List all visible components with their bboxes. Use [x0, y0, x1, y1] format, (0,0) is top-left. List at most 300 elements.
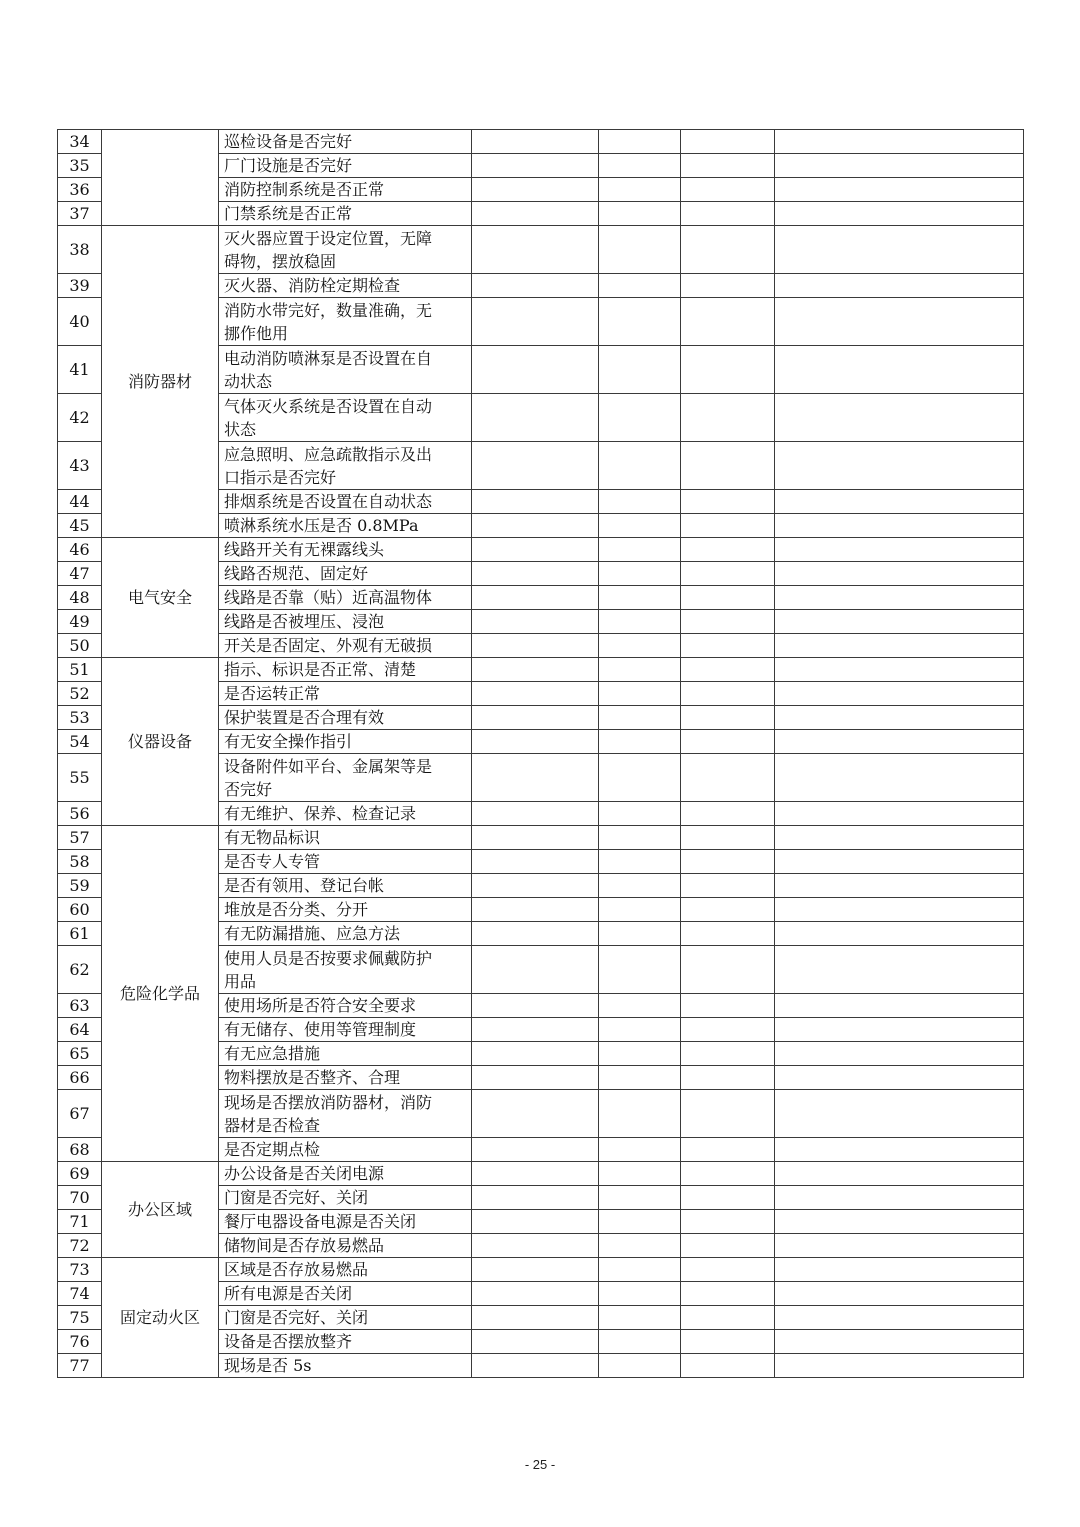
remarks-cell[interactable]	[775, 562, 1024, 586]
inspector-cell[interactable]	[681, 946, 775, 994]
inspection-checklist-table	[57, 129, 1024, 1378]
status-cell[interactable]	[599, 610, 681, 634]
category-cell: 固定动火区	[102, 1258, 219, 1378]
remarks-cell[interactable]	[775, 226, 1024, 274]
category-cell: 电气安全	[102, 538, 219, 658]
check-item-text: 现场是否摆放消防器材，消防	[224, 1092, 433, 1112]
check-item-text: 是否专人专管	[224, 852, 321, 871]
check-item-text: 使用人员是否按要求佩戴防护	[224, 948, 433, 968]
result-cell[interactable]	[472, 202, 599, 226]
status-cell[interactable]	[599, 130, 681, 154]
status-cell[interactable]	[599, 730, 681, 754]
result-cell[interactable]	[472, 706, 599, 730]
remarks-cell[interactable]	[775, 442, 1024, 490]
row-number: 69	[58, 1162, 102, 1186]
remarks-cell[interactable]	[775, 178, 1024, 202]
status-cell[interactable]	[599, 1042, 681, 1066]
result-cell[interactable]	[472, 226, 599, 274]
row-number: 63	[58, 994, 102, 1018]
inspector-cell[interactable]	[681, 994, 775, 1018]
check-item-text: 动状态	[224, 371, 273, 391]
status-cell[interactable]	[599, 202, 681, 226]
row-number: 36	[58, 178, 102, 202]
check-item-text: 线路是否被埋压、浸泡	[224, 612, 385, 631]
remarks-cell[interactable]	[775, 922, 1024, 946]
result-cell[interactable]	[472, 874, 599, 898]
check-item-text: 有无储存、使用等管理制度	[224, 1020, 417, 1039]
result-cell[interactable]	[472, 130, 599, 154]
table-row	[58, 826, 1024, 850]
table-row	[58, 658, 1024, 682]
check-item-text: 指示、标识是否正常、清楚	[224, 660, 417, 679]
remarks-cell[interactable]	[775, 946, 1024, 994]
inspector-cell[interactable]	[681, 202, 775, 226]
inspector-cell[interactable]	[681, 538, 775, 562]
result-cell[interactable]	[472, 1090, 599, 1138]
remarks-cell[interactable]	[775, 1138, 1024, 1162]
result-cell[interactable]	[472, 946, 599, 994]
inspector-cell[interactable]	[681, 1066, 775, 1090]
inspector-cell[interactable]	[681, 490, 775, 514]
remarks-cell[interactable]	[775, 898, 1024, 922]
row-number: 57	[58, 826, 102, 850]
inspector-cell[interactable]	[681, 754, 775, 802]
result-cell[interactable]	[472, 562, 599, 586]
category-cell: 消防器材	[102, 226, 219, 538]
remarks-cell[interactable]	[775, 1210, 1024, 1234]
check-item-text: 使用场所是否符合安全要求	[224, 996, 417, 1015]
inspector-cell[interactable]	[681, 706, 775, 730]
check-item-cell	[219, 154, 472, 178]
check-item-cell	[219, 610, 472, 634]
check-item-cell	[219, 754, 472, 802]
result-cell[interactable]	[472, 346, 599, 394]
remarks-cell[interactable]	[775, 1234, 1024, 1258]
remarks-cell[interactable]	[775, 1306, 1024, 1330]
inspector-cell[interactable]	[681, 274, 775, 298]
remarks-cell[interactable]	[775, 1186, 1024, 1210]
row-number: 43	[58, 442, 102, 490]
status-cell[interactable]	[599, 706, 681, 730]
inspector-cell[interactable]	[681, 130, 775, 154]
remarks-cell[interactable]	[775, 514, 1024, 538]
result-cell[interactable]	[472, 274, 599, 298]
result-cell[interactable]	[472, 1186, 599, 1210]
check-item-cell	[219, 682, 472, 706]
row-number: 58	[58, 850, 102, 874]
inspector-cell[interactable]	[681, 346, 775, 394]
remarks-cell[interactable]	[775, 586, 1024, 610]
remarks-cell[interactable]	[775, 202, 1024, 226]
check-item-cell	[219, 658, 472, 682]
status-cell[interactable]	[599, 994, 681, 1018]
remarks-cell[interactable]	[775, 1258, 1024, 1282]
check-item-cell	[219, 1210, 472, 1234]
check-item-cell	[219, 706, 472, 730]
check-item-text: 门窗是否完好、关闭	[224, 1188, 369, 1207]
status-cell[interactable]	[599, 1354, 681, 1378]
status-cell[interactable]	[599, 1162, 681, 1186]
remarks-cell[interactable]	[775, 1282, 1024, 1306]
check-item-cell	[219, 178, 472, 202]
status-cell[interactable]	[599, 394, 681, 442]
status-cell[interactable]	[599, 1234, 681, 1258]
status-cell[interactable]	[599, 1282, 681, 1306]
row-number: 77	[58, 1354, 102, 1378]
result-cell[interactable]	[472, 994, 599, 1018]
status-cell[interactable]	[599, 1330, 681, 1354]
result-cell[interactable]	[472, 538, 599, 562]
check-item-text: 线路开关有无裸露线头	[224, 540, 385, 559]
check-item-cell	[219, 514, 472, 538]
row-number: 71	[58, 1210, 102, 1234]
check-item-cell	[219, 946, 472, 994]
inspector-cell[interactable]	[681, 634, 775, 658]
row-number: 35	[58, 154, 102, 178]
inspector-cell[interactable]	[681, 1042, 775, 1066]
inspector-cell[interactable]	[681, 442, 775, 490]
result-cell[interactable]	[472, 754, 599, 802]
inspector-cell[interactable]	[681, 850, 775, 874]
status-cell[interactable]	[599, 346, 681, 394]
check-item-text: 线路是否靠（贴）近高温物体	[224, 588, 433, 607]
result-cell[interactable]	[472, 1330, 599, 1354]
check-item-cell	[219, 874, 472, 898]
check-item-text: 用品	[224, 971, 257, 991]
inspector-cell[interactable]	[681, 562, 775, 586]
status-cell[interactable]	[599, 658, 681, 682]
check-item-text: 应急照明、应急疏散指示及出	[224, 444, 433, 464]
inspector-cell[interactable]	[681, 898, 775, 922]
status-cell[interactable]	[599, 586, 681, 610]
check-item-text: 所有电源是否关闭	[224, 1284, 353, 1303]
status-cell[interactable]	[599, 1186, 681, 1210]
status-cell[interactable]	[599, 874, 681, 898]
inspector-cell[interactable]	[681, 922, 775, 946]
inspector-cell[interactable]	[681, 826, 775, 850]
check-item-cell	[219, 346, 472, 394]
check-item-cell	[219, 1282, 472, 1306]
result-cell[interactable]	[472, 634, 599, 658]
row-number: 34	[58, 130, 102, 154]
inspector-cell[interactable]	[681, 1210, 775, 1234]
status-cell[interactable]	[599, 274, 681, 298]
check-item-cell	[219, 490, 472, 514]
row-number: 55	[58, 754, 102, 802]
check-item-cell	[219, 1090, 472, 1138]
row-number: 60	[58, 898, 102, 922]
check-item-text: 设备附件如平台、金属架等是	[224, 756, 433, 776]
check-item-cell	[219, 898, 472, 922]
result-cell[interactable]	[472, 178, 599, 202]
check-item-text: 巡检设备是否完好	[224, 132, 353, 151]
row-number: 67	[58, 1090, 102, 1138]
result-cell[interactable]	[472, 1234, 599, 1258]
result-cell[interactable]	[472, 730, 599, 754]
row-number: 50	[58, 634, 102, 658]
inspector-cell[interactable]	[681, 802, 775, 826]
remarks-cell[interactable]	[775, 754, 1024, 802]
inspector-cell[interactable]	[681, 154, 775, 178]
row-number: 64	[58, 1018, 102, 1042]
status-cell[interactable]	[599, 154, 681, 178]
status-cell[interactable]	[599, 490, 681, 514]
result-cell[interactable]	[472, 802, 599, 826]
status-cell[interactable]	[599, 1066, 681, 1090]
row-number: 76	[58, 1330, 102, 1354]
check-item-cell	[219, 826, 472, 850]
remarks-cell[interactable]	[775, 1354, 1024, 1378]
status-cell[interactable]	[599, 898, 681, 922]
status-cell[interactable]	[599, 1258, 681, 1282]
check-item-text: 开关是否固定、外观有无破损	[224, 636, 433, 655]
check-item-cell	[219, 226, 472, 274]
status-cell[interactable]	[599, 538, 681, 562]
status-cell[interactable]	[599, 1018, 681, 1042]
check-item-cell	[219, 1066, 472, 1090]
status-cell[interactable]	[599, 562, 681, 586]
check-item-cell	[219, 802, 472, 826]
check-item-cell	[219, 1018, 472, 1042]
status-cell[interactable]	[599, 826, 681, 850]
check-item-cell	[219, 922, 472, 946]
inspector-cell[interactable]	[681, 1162, 775, 1186]
status-cell[interactable]	[599, 946, 681, 994]
status-cell[interactable]	[599, 634, 681, 658]
row-number: 40	[58, 298, 102, 346]
remarks-cell[interactable]	[775, 1042, 1024, 1066]
inspector-cell[interactable]	[681, 298, 775, 346]
table-row	[58, 130, 1024, 154]
inspector-cell[interactable]	[681, 1186, 775, 1210]
inspector-cell[interactable]	[681, 1330, 775, 1354]
check-item-cell	[219, 1354, 472, 1378]
remarks-cell[interactable]	[775, 682, 1024, 706]
remarks-cell[interactable]	[775, 130, 1024, 154]
check-item-text: 口指示是否完好	[224, 467, 337, 487]
result-cell[interactable]	[472, 658, 599, 682]
status-cell[interactable]	[599, 802, 681, 826]
status-cell[interactable]	[599, 754, 681, 802]
inspector-cell[interactable]	[681, 682, 775, 706]
remarks-cell[interactable]	[775, 490, 1024, 514]
inspector-cell[interactable]	[681, 1306, 775, 1330]
row-number: 46	[58, 538, 102, 562]
result-cell[interactable]	[472, 1282, 599, 1306]
row-number: 45	[58, 514, 102, 538]
result-cell[interactable]	[472, 490, 599, 514]
row-number: 62	[58, 946, 102, 994]
check-item-text: 区域是否存放易燃品	[224, 1260, 369, 1279]
remarks-cell[interactable]	[775, 658, 1024, 682]
remarks-cell[interactable]	[775, 298, 1024, 346]
remarks-cell[interactable]	[775, 1330, 1024, 1354]
remarks-cell[interactable]	[775, 1018, 1024, 1042]
result-cell[interactable]	[472, 394, 599, 442]
check-item-text: 线路否规范、固定好	[224, 564, 369, 583]
check-item-text: 消防水带完好，数量准确，无	[224, 300, 433, 320]
result-cell[interactable]	[472, 1066, 599, 1090]
inspector-cell[interactable]	[681, 178, 775, 202]
check-item-text: 有无应急措施	[224, 1044, 321, 1063]
remarks-cell[interactable]	[775, 850, 1024, 874]
row-number: 49	[58, 610, 102, 634]
check-item-text: 有无维护、保养、检查记录	[224, 804, 417, 823]
category-cell	[102, 130, 219, 226]
table-row	[58, 538, 1024, 562]
row-number: 66	[58, 1066, 102, 1090]
inspector-cell[interactable]	[681, 1258, 775, 1282]
row-number: 52	[58, 682, 102, 706]
inspector-cell[interactable]	[681, 226, 775, 274]
check-item-text: 气体灭火系统是否设置在自动	[224, 396, 433, 416]
result-cell[interactable]	[472, 514, 599, 538]
check-item-text: 办公设备是否关闭电源	[224, 1164, 385, 1183]
check-item-text: 排烟系统是否设置在自动状态	[224, 492, 433, 511]
row-number: 61	[58, 922, 102, 946]
check-item-text: 有无物品标识	[224, 828, 321, 847]
status-cell[interactable]	[599, 922, 681, 946]
result-cell[interactable]	[472, 442, 599, 490]
check-item-text: 否完好	[224, 779, 273, 799]
check-item-text: 状态	[224, 419, 257, 439]
remarks-cell[interactable]	[775, 610, 1024, 634]
row-number: 37	[58, 202, 102, 226]
result-cell[interactable]	[472, 922, 599, 946]
status-cell[interactable]	[599, 1306, 681, 1330]
result-cell[interactable]	[472, 1258, 599, 1282]
check-item-cell	[219, 562, 472, 586]
check-item-text: 灭火器应置于设定位置，无障	[224, 228, 433, 248]
check-item-cell	[219, 586, 472, 610]
check-item-text: 碍物，摆放稳固	[224, 251, 337, 271]
remarks-cell[interactable]	[775, 538, 1024, 562]
status-cell[interactable]	[599, 850, 681, 874]
check-item-cell	[219, 442, 472, 490]
remarks-cell[interactable]	[775, 802, 1024, 826]
result-cell[interactable]	[472, 1162, 599, 1186]
row-number: 73	[58, 1258, 102, 1282]
inspector-cell[interactable]	[681, 1354, 775, 1378]
remarks-cell[interactable]	[775, 730, 1024, 754]
check-item-text: 堆放是否分类、分开	[224, 900, 369, 919]
check-item-cell	[219, 1042, 472, 1066]
result-cell[interactable]	[472, 1354, 599, 1378]
result-cell[interactable]	[472, 1138, 599, 1162]
remarks-cell[interactable]	[775, 1162, 1024, 1186]
row-number: 42	[58, 394, 102, 442]
row-number: 53	[58, 706, 102, 730]
result-cell[interactable]	[472, 1306, 599, 1330]
status-cell[interactable]	[599, 1138, 681, 1162]
row-number: 54	[58, 730, 102, 754]
check-item-text: 是否运转正常	[224, 684, 321, 703]
inspector-cell[interactable]	[681, 730, 775, 754]
inspector-cell[interactable]	[681, 1138, 775, 1162]
remarks-cell[interactable]	[775, 826, 1024, 850]
remarks-cell[interactable]	[775, 1090, 1024, 1138]
result-cell[interactable]	[472, 682, 599, 706]
check-item-text: 有无防漏措施、应急方法	[224, 924, 401, 943]
remarks-cell[interactable]	[775, 874, 1024, 898]
check-item-text: 现场是否 5s	[224, 1356, 312, 1375]
check-item-cell	[219, 1330, 472, 1354]
result-cell[interactable]	[472, 610, 599, 634]
remarks-cell[interactable]	[775, 994, 1024, 1018]
inspector-cell[interactable]	[681, 874, 775, 898]
inspector-cell[interactable]	[681, 658, 775, 682]
row-number: 38	[58, 226, 102, 274]
check-item-text: 物料摆放是否整齐、合理	[224, 1068, 401, 1087]
checklist-body	[58, 130, 1024, 1378]
inspector-cell[interactable]	[681, 1018, 775, 1042]
row-number: 70	[58, 1186, 102, 1210]
status-cell[interactable]	[599, 514, 681, 538]
result-cell[interactable]	[472, 850, 599, 874]
result-cell[interactable]	[472, 1018, 599, 1042]
row-number: 44	[58, 490, 102, 514]
remarks-cell[interactable]	[775, 154, 1024, 178]
status-cell[interactable]	[599, 442, 681, 490]
check-item-text: 电动消防喷淋泵是否设置在自	[224, 348, 433, 368]
check-item-cell	[219, 202, 472, 226]
result-cell[interactable]	[472, 826, 599, 850]
check-item-text: 灭火器、消防栓定期检查	[224, 276, 401, 295]
remarks-cell[interactable]	[775, 346, 1024, 394]
status-cell[interactable]	[599, 226, 681, 274]
result-cell[interactable]	[472, 586, 599, 610]
row-number: 65	[58, 1042, 102, 1066]
status-cell[interactable]	[599, 682, 681, 706]
check-item-text: 喷淋系统水压是否 0.8MPa	[224, 516, 419, 535]
check-item-cell	[219, 1234, 472, 1258]
check-item-text: 厂门设施是否完好	[224, 156, 353, 175]
inspector-cell[interactable]	[681, 1090, 775, 1138]
check-item-text: 设备是否摆放整齐	[224, 1332, 353, 1351]
inspector-cell[interactable]	[681, 394, 775, 442]
status-cell[interactable]	[599, 298, 681, 346]
category-cell: 危险化学品	[102, 826, 219, 1162]
row-number: 48	[58, 586, 102, 610]
check-item-cell	[219, 1162, 472, 1186]
result-cell[interactable]	[472, 154, 599, 178]
check-item-cell	[219, 1258, 472, 1282]
inspector-cell[interactable]	[681, 586, 775, 610]
inspector-cell[interactable]	[681, 514, 775, 538]
remarks-cell[interactable]	[775, 394, 1024, 442]
check-item-cell	[219, 730, 472, 754]
check-item-text: 保护装置是否合理有效	[224, 708, 385, 727]
remarks-cell[interactable]	[775, 1066, 1024, 1090]
remarks-cell[interactable]	[775, 274, 1024, 298]
result-cell[interactable]	[472, 898, 599, 922]
inspector-cell[interactable]	[681, 1234, 775, 1258]
check-item-text: 餐厅电器设备电源是否关闭	[224, 1212, 417, 1231]
check-item-text: 门窗是否完好、关闭	[224, 1308, 369, 1327]
status-cell[interactable]	[599, 178, 681, 202]
result-cell[interactable]	[472, 298, 599, 346]
result-cell[interactable]	[472, 1210, 599, 1234]
remarks-cell[interactable]	[775, 706, 1024, 730]
row-number: 59	[58, 874, 102, 898]
status-cell[interactable]	[599, 1210, 681, 1234]
check-item-cell	[219, 1138, 472, 1162]
status-cell[interactable]	[599, 1090, 681, 1138]
inspector-cell[interactable]	[681, 1282, 775, 1306]
result-cell[interactable]	[472, 1042, 599, 1066]
inspector-cell[interactable]	[681, 610, 775, 634]
remarks-cell[interactable]	[775, 634, 1024, 658]
